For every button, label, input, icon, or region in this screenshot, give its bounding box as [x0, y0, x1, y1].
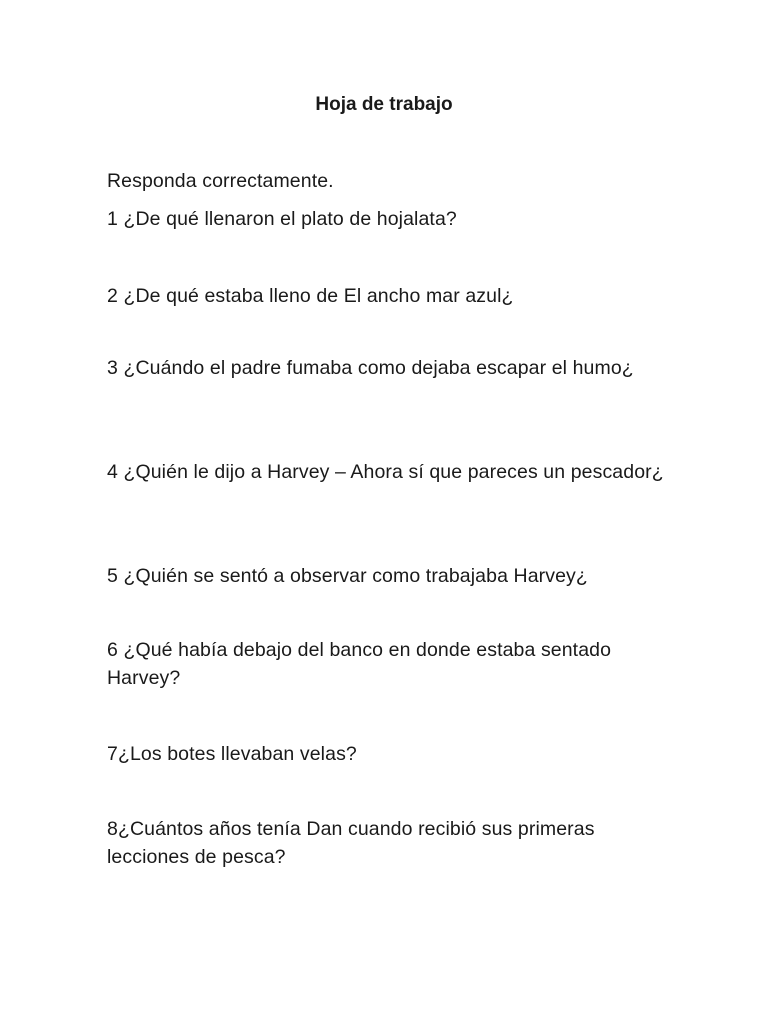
question-5: 5 ¿Quién se sentó a observar como trabajaba Harvey¿ — [107, 565, 588, 587]
instruction-text: Responda correctamente. — [107, 170, 334, 192]
question-7: 7¿Los botes llevaban velas? — [107, 743, 357, 765]
question-4: 4 ¿Quién le dijo a Harvey – Ahora sí que pareces un pescador¿ — [107, 461, 664, 483]
question-3: 3 ¿Cuándo el padre fumaba como dejaba escapar el humo¿ — [107, 357, 634, 379]
question-6: 6 ¿Qué había debajo del banco en donde estaba sentado Harvey? — [107, 639, 612, 689]
question-2: 2 ¿De qué estaba lleno de El ancho mar azul¿ — [107, 285, 514, 307]
page-title: Hoja de trabajo — [315, 94, 453, 115]
question-8: 8¿Cuántos años tenía Dan cuando recibió sus primeras lecciones de pesca? — [107, 818, 595, 868]
question-1: 1 ¿De qué llenaron el plato de hojalata? — [107, 208, 457, 230]
